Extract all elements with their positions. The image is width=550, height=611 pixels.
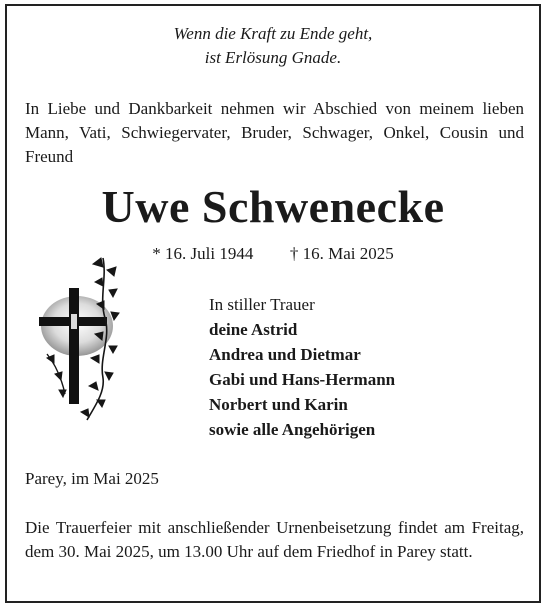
mourner-name: sowie alle Angehörigen [209, 420, 376, 439]
mourner-name: Gabi und Hans-Hermann [209, 370, 396, 389]
cross-icon [33, 254, 135, 426]
motto [7, 22, 539, 70]
cross-ivy-graphic [33, 254, 135, 426]
mourner-name: Andrea und Dietmar [209, 345, 361, 364]
mourner-name: Norbert und Karin [209, 395, 348, 414]
intro-text: In Liebe und Dankbarkeit nehmen wir Abschied von meinem lieben Mann, Vati, Schwiegervater, Bruder, Schwager, Onkel, Cousin und Freund [25, 99, 524, 166]
funeral-info: Die Trauerfeier mit anschließender Urnenbeisetzung findet am Freitag, dem 30. Mai 2025, um 13.00 Uhr auf dem Friedhof in Parey statt. [25, 518, 524, 561]
death-date: † 16. Mai 2025 [289, 244, 394, 263]
motto-line-2: ist Erlösung Gnade. [204, 48, 342, 67]
obituary-card [5, 4, 541, 603]
place-date: Parey, im Mai 2025 [25, 469, 159, 488]
motto-line-1: Wenn die Kraft zu Ende geht, [173, 24, 373, 43]
deceased-name: Uwe Schwenecke [101, 181, 445, 232]
mourner-name: deine Astrid [209, 320, 298, 339]
mourners-block [209, 292, 509, 442]
birth-date: * 16. Juli 1944 [152, 244, 254, 263]
mourners-intro: In stiller Trauer [209, 295, 315, 314]
